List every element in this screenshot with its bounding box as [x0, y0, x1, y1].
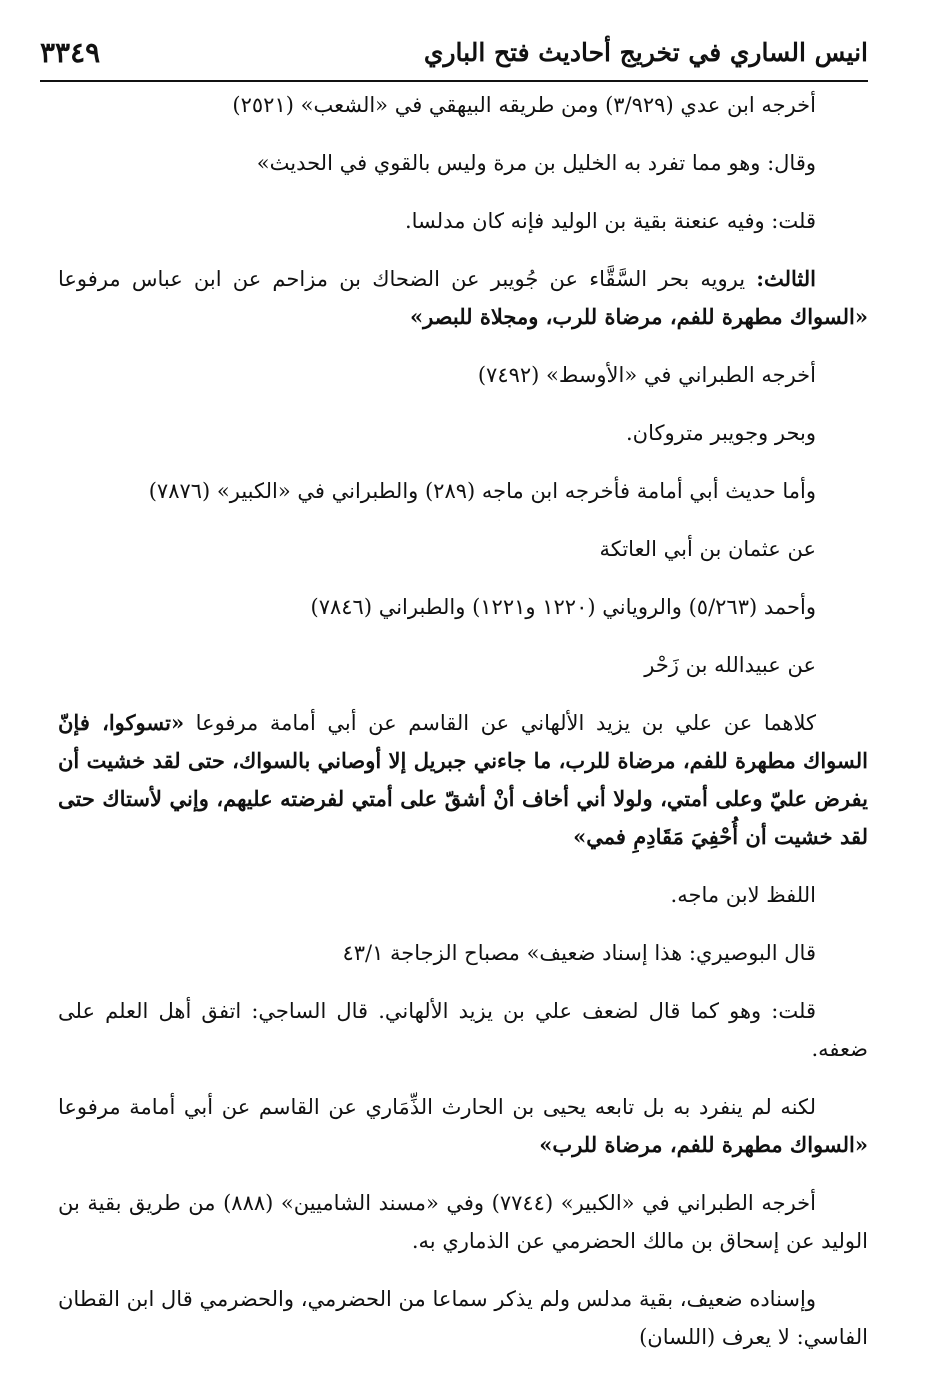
paragraph-10: [58, 646, 868, 684]
paragraph-text: أخرجه الطبراني في «الكبير» (٧٧٤٤) وفي «مسند الشاميين» (٨٨٨) من طريق بقية بن الوليد عن إسحاق بن مالك الحضرمي عن الذماري به.: [58, 1191, 868, 1253]
book-title: انيس الساري في تخريج أحاديث فتح الباري: [423, 38, 868, 67]
paragraph-text: لكنه لم ينفرد به بل تابعه يحيى بن الحارث الذِّمَاري عن القاسم عن أبي أمامة مرفوعا: [58, 1095, 816, 1119]
paragraph-text: قلت: وفيه عنعنة بقية بن الوليد فإنه كان مدلسا.: [404, 209, 816, 233]
page-number: ٣٣٤٩: [40, 36, 101, 69]
page-header: [40, 34, 868, 82]
paragraph-11: [58, 704, 868, 856]
paragraph-text: وإسناده ضعيف، بقية مدلس ولم يذكر سماعا من الحضرمي، والحضرمي قال ابن القطان الفاسي: لا يعرف (اللسان): [58, 1287, 868, 1349]
paragraph-3: [58, 202, 868, 240]
paragraph-14: [58, 992, 868, 1068]
paragraph-1: [58, 86, 868, 124]
paragraph-text: وأحمد (٥/٢٦٣) والروياني (١٢٢٠ و١٢٢١) والطبراني (٧٨٤٦): [310, 595, 816, 619]
paragraph-6: [58, 414, 868, 452]
paragraph-9: [58, 588, 868, 626]
paragraph-text: قال البوصيري: هذا إسناد ضعيف» مصباح الزجاجة ٤٣/١: [342, 941, 816, 965]
hadith-text: «تسوكوا، فإنّ السواك مطهرة للفم، مرضاة للرب، ما جاءني جبريل إلا أوصاني بالسواك، حتى لقد خشيت أن يفرض عليّ وعلى أمتي، ولولا أني أخاف أنْ أشقّ على أمتي لفرضته عليهم، وإني لأستاك حتى لقد خشيت أن أُحْفِيَ مَقَادِمِ فمي»: [58, 710, 868, 849]
hadith-text: «السواك مطهرة للفم، مرضاة للرب»: [539, 1132, 868, 1157]
section-label: الثالث:: [756, 266, 816, 291]
paragraph-2: [58, 144, 868, 182]
paragraph-text: أخرجه ابن عدي (٣/٩٢٩) ومن طريقه البيهقي في «الشعب» (٢٥٢١): [232, 93, 816, 117]
paragraph-text: عن عثمان بن أبي العاتكة: [599, 537, 816, 561]
hadith-text: «السواك مطهرة للفم، مرضاة للرب، ومجلاة للبصر»: [409, 304, 868, 329]
paragraph-16: [58, 1184, 868, 1260]
paragraph-text: أخرجه الطبراني في «الأوسط» (٧٤٩٢): [477, 363, 816, 387]
page-body: [58, 86, 868, 1356]
paragraph-text: قلت: وهو كما قال لضعف علي بن يزيد الألهاني. قال الساجي: اتفق أهل العلم على ضعفه.: [58, 999, 868, 1061]
paragraph-text: وبحر وجويبر متروكان.: [625, 421, 816, 445]
paragraph-5: [58, 356, 868, 394]
paragraph-17: [58, 1280, 868, 1356]
paragraph-15: [58, 1088, 868, 1164]
paragraph-text: اللفظ لابن ماجه.: [670, 883, 816, 907]
paragraph-8: [58, 530, 868, 568]
paragraph-12: [58, 876, 868, 914]
paragraph-text: عن عبيدالله بن زَحْر: [644, 653, 816, 677]
paragraph-text: يرويه بحر السَّقَّاء عن جُويبر عن الضحاك بن مزاحم عن ابن عباس مرفوعا: [58, 267, 757, 291]
paragraph-text: وقال: وهو مما تفرد به الخليل بن مرة وليس بالقوي في الحديث»: [256, 151, 816, 175]
paragraph-4: [58, 260, 868, 336]
paragraph-13: [58, 934, 868, 972]
paragraph-text: وأما حديث أبي أمامة فأخرجه ابن ماجه (٢٨٩) والطبراني في «الكبير» (٧٨٧٦): [148, 479, 816, 503]
paragraph-text: كلاهما عن علي بن يزيد الألهاني عن القاسم عن أبي أمامة مرفوعا: [184, 711, 816, 735]
paragraph-7: [58, 472, 868, 510]
